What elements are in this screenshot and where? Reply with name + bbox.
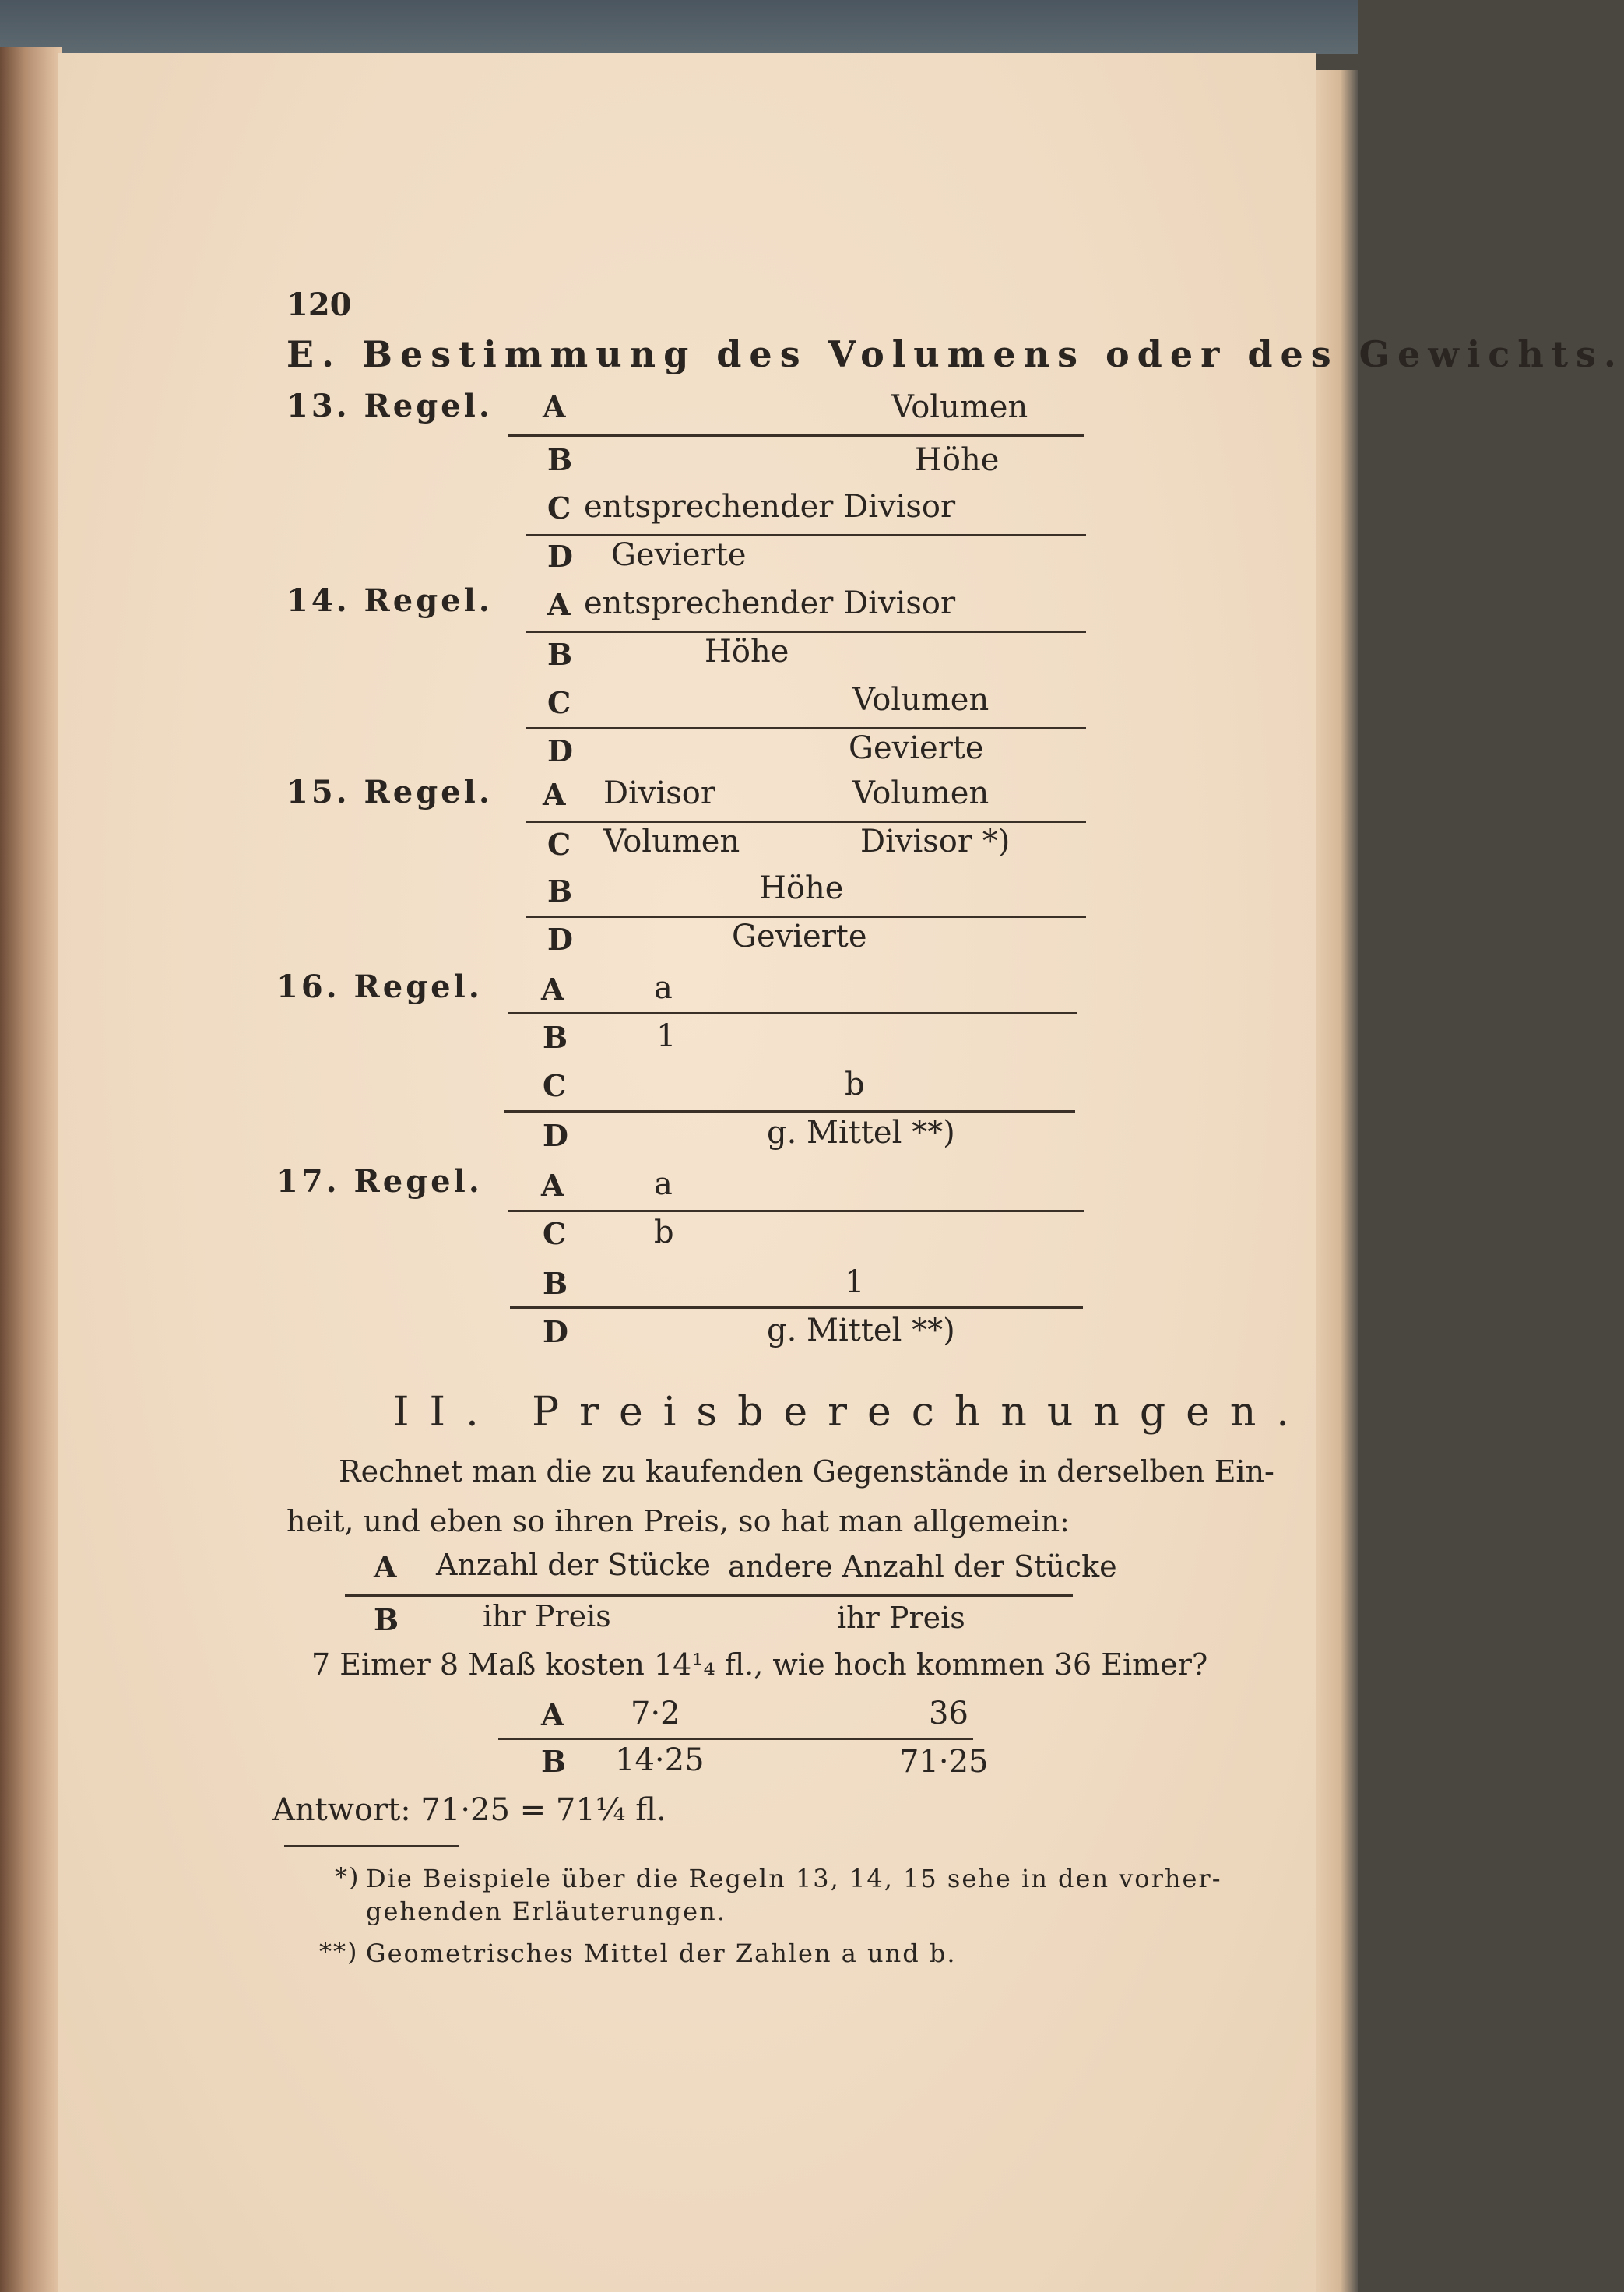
row-letter: C [543,1068,567,1103]
row-right: Volumen [852,775,990,811]
rule-label: 16. Regel. [276,968,483,1005]
fraction-line [526,631,1086,633]
footnote-mark: **) [319,1937,359,1967]
row-letter: A [547,587,571,622]
row-left: 7·2 [631,1696,680,1731]
row-letter: B [374,1602,399,1637]
row-letter: A [374,1549,397,1584]
row-right: Volumen [891,389,1028,425]
fraction-line [526,727,1086,729]
footnote-text: Geometrisches Mittel der Zahlen a und b. [366,1939,957,1968]
row-letter: B [547,442,573,477]
section-heading: E. Bestimmung des Volumens oder des Gewichts. [286,333,1624,375]
row-letter: B [543,1020,568,1055]
row-letter: A [541,1168,564,1203]
section-title: II. Preisberechnungen. [393,1389,1309,1436]
example-line: 7 Eimer 8 Maß kosten 14¹₄ fl., wie hoch kommen 36 Eimer? [311,1647,1208,1682]
row-right: Divisor *) [860,824,1011,860]
book-cover-edge [0,0,1358,54]
row-right: b [845,1067,865,1102]
fraction-line [526,821,1086,823]
page-stack-left [0,47,62,2292]
row-left: a [654,1166,673,1202]
row-left: Anzahl der Stücke [436,1548,711,1582]
row-letter: C [547,490,571,526]
row-letter: C [543,1216,567,1251]
row-letter: C [547,685,571,720]
row-letter: B [543,1266,568,1301]
row-letter: B [547,637,573,672]
row-letter: A [541,1697,564,1732]
row-right: 36 [929,1696,968,1731]
row-letter: C [547,827,571,862]
row-left: Volumen [603,824,740,860]
answer-line: Antwort: 71·25 = 71¼ fl. [272,1792,666,1828]
row-letter: D [547,539,573,574]
row-left: Höhe [705,634,789,670]
row-right: 1 [845,1264,865,1300]
row-left: ihr Preis [483,1599,611,1633]
row-right: g. Mittel **) [767,1313,955,1348]
fraction-line [508,1210,1084,1212]
row-left: entsprechender Divisor [584,585,956,621]
page-number: 120 [286,286,352,323]
row-letter: D [547,733,573,768]
row-right: Höhe [759,870,844,906]
row-right: Gevierte [849,730,984,766]
row-right: ihr Preis [837,1601,965,1635]
row-left: Gevierte [611,537,747,573]
rule-label: 15. Regel. [286,774,493,810]
row-left: 14·25 [615,1742,705,1778]
row-left: 1 [656,1018,677,1054]
footnote-text: Die Beispiele über die Regeln 13, 14, 15 sehe in den vorher- [366,1864,1222,1893]
rule-label: 17. Regel. [276,1163,483,1200]
row-letter: D [543,1314,568,1349]
footnote-text: gehenden Erläuterungen. [366,1897,726,1926]
book-page [58,53,1624,2292]
fraction-line [526,534,1086,536]
fraction-line [508,1012,1077,1014]
row-right: g. Mittel **) [767,1115,955,1151]
row-letter: D [547,922,573,957]
row-right: Volumen [852,682,990,718]
row-left: entsprechender Divisor [584,489,956,525]
row-letter: A [541,972,564,1007]
fraction-line [510,1306,1083,1309]
fraction-line [526,916,1086,918]
fraction-line [508,434,1084,437]
rule-label: 14. Regel. [286,582,493,619]
row-right: Höhe [915,442,1000,478]
row-right: 71·25 [899,1744,989,1780]
fraction-line [345,1594,1073,1597]
rule-label: 13. Regel. [286,388,493,424]
row-letter: D [543,1118,568,1153]
row-left: a [654,970,673,1006]
row-letter: A [543,777,566,812]
row-left: Divisor [603,775,715,811]
paragraph-line: heit, und eben so ihren Preis, so hat man allgemein: [286,1504,1070,1538]
paragraph-line: Rechnet man die zu kaufenden Gegenstände in derselben Ein- [339,1454,1274,1489]
row-right: andere Anzahl der Stücke [728,1549,1117,1584]
row-left: b [654,1215,674,1250]
page-stack-right [1314,70,1358,2292]
row-right: Gevierte [732,919,867,954]
row-letter: A [543,389,566,424]
fraction-line [504,1110,1075,1113]
footnote-mark: *) [335,1862,360,1892]
fraction-line [498,1738,973,1740]
row-letter: B [547,874,573,909]
footnote-separator [284,1845,459,1847]
row-letter: B [541,1744,567,1779]
